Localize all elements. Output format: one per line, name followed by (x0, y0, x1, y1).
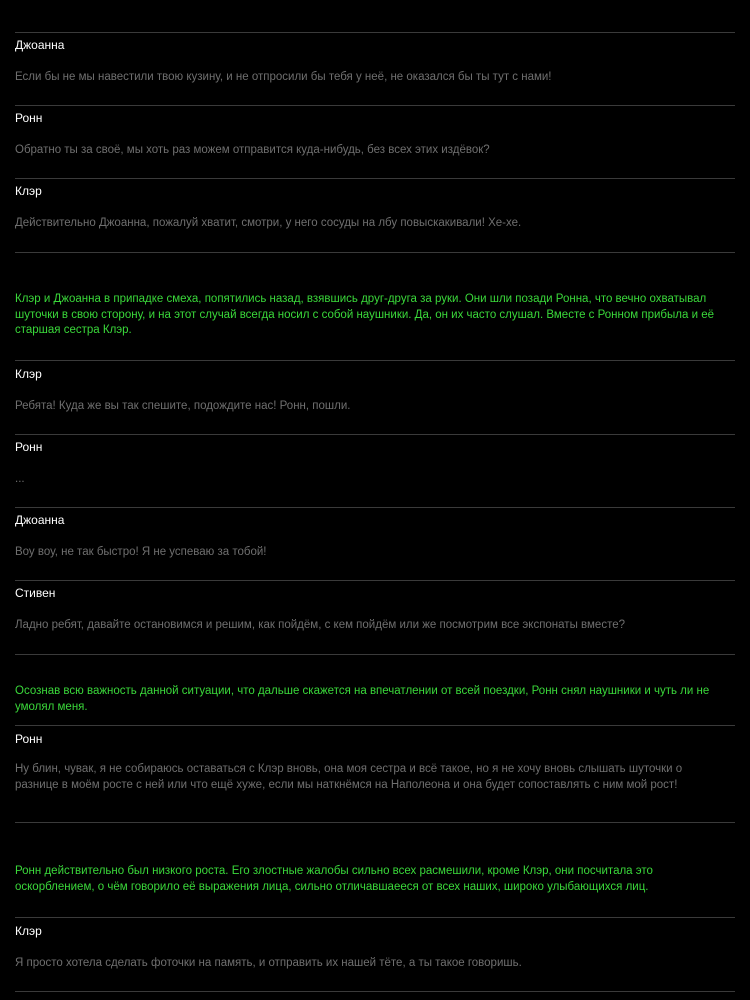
divider (15, 507, 735, 508)
divider (15, 360, 735, 361)
speaker-name: Джоанна (15, 38, 65, 52)
divider (15, 252, 735, 253)
narration-text: Осознав всю важность данной ситуации, что дальше скажется на впечатлении от всей поездки, Ронн снял наушники и чуть ли не умолял меня. (15, 685, 710, 713)
divider (15, 32, 735, 33)
narration-text: Ронн действительно был низкого роста. Его злостные жалобы сильно всех расмешили, кроме Клэр, они посчитала это оскорблением, о чём говорило её выражения лица, сильно отличавшаееся от всех наших, широко улыбающихся лиц. (15, 865, 653, 893)
speaker-name: Клэр (15, 367, 42, 381)
dialogue-line: Ну блин, чувак, я не собираюсь оставаться с Клэр вновь, она моя сестра и всё такое, но я не хочу вновь слышать шуточки о разнице в моём росте с ней или что ещё хуже, если мы наткнёмся на Наполеона и она будет сопоставлять с ним мой рост! (15, 763, 683, 791)
divider (15, 654, 735, 655)
divider (15, 917, 735, 918)
divider (15, 105, 735, 106)
dialogue-line: Действительно Джоанна, пожалуй хватит, смотри, у него сосуды на лбу повыскакивали! Хе-хе. (15, 217, 522, 229)
speaker-name: Клэр (15, 184, 42, 198)
dialogue-line: Ребята! Куда же вы так спешите, подождите нас! Ронн, пошли. (15, 400, 351, 412)
speaker-name: Ронн (15, 732, 43, 746)
dialogue-line: Обратно ты за своё, мы хоть раз можем отправится куда-нибудь, без всех этих издёвок? (15, 144, 490, 156)
speaker-name: Джоанна (15, 513, 65, 527)
dialogue-line: Ладно ребят, давайте остановимся и решим, как пойдём, с кем пойдём или же посмотрим все экспонаты вместе? (15, 619, 625, 631)
divider (15, 434, 735, 435)
dialogue-line: Если бы не мы навестили твою кузину, и не отпросили бы тебя у неё, не оказался бы ты тут с нами! (15, 71, 552, 83)
speaker-name: Ронн (15, 440, 43, 454)
dialogue-line: Я просто хотела сделать фоточки на память, и отправить их нашей тёте, а ты такое говоришь. (15, 957, 522, 969)
speaker-name: Стивен (15, 586, 56, 600)
divider (15, 178, 735, 179)
dialogue-line: Воу воу, не так быстро! Я не успеваю за тобой! (15, 546, 267, 558)
dialogue-line: ... (15, 473, 25, 485)
speaker-name: Клэр (15, 924, 42, 938)
narration-text: Клэр и Джоанна в припадке смеха, попятились назад, взявшись друг-друга за руки. Они шли позади Ронна, что вечно охватывал шуточки в свою сторону, и на этот случай всегда носил с собой наушники. Да, он их часто слушал. Вместе с Ронном прибыла и её старшая сестра Клэр. (15, 293, 714, 336)
divider (15, 580, 735, 581)
divider (15, 725, 735, 726)
divider (15, 822, 735, 823)
divider (15, 991, 735, 992)
speaker-name: Ронн (15, 111, 43, 125)
